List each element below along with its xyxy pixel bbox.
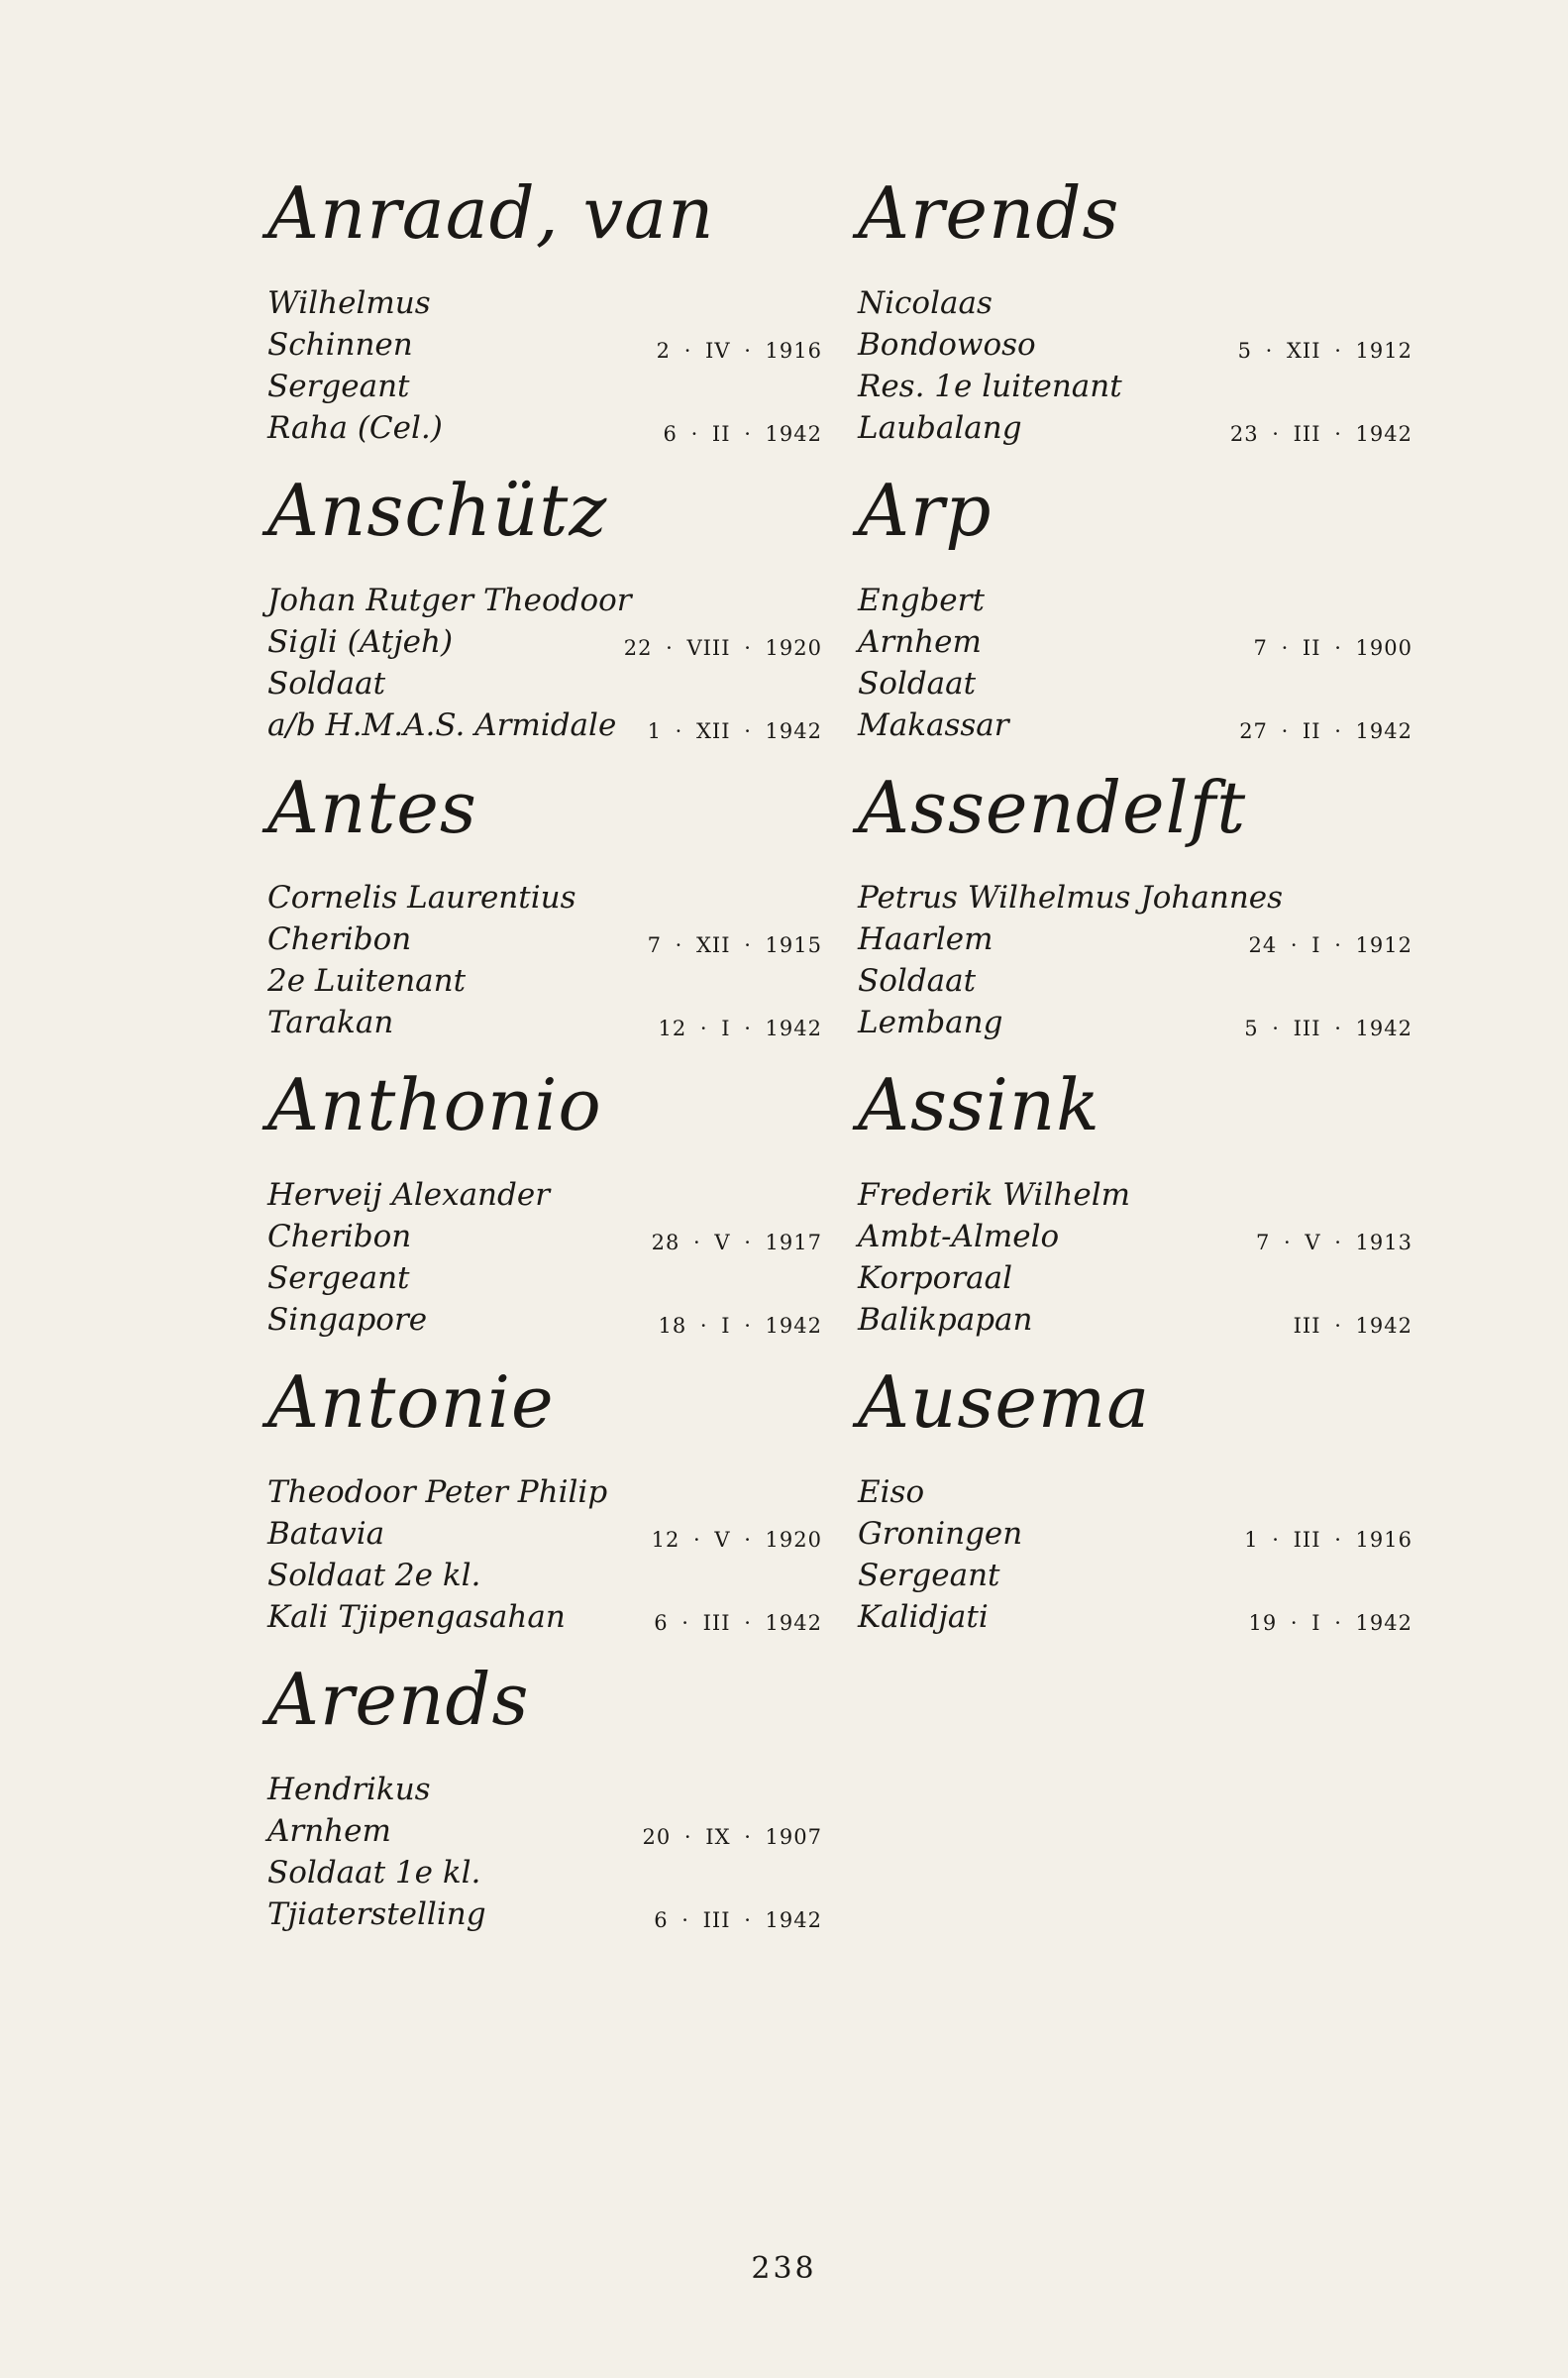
birthplace: Groningen (858, 1516, 1023, 1552)
memorial-entry (858, 173, 1412, 471)
right-column (858, 173, 1412, 1660)
death-line (267, 1002, 822, 1043)
birth-line (858, 1216, 1412, 1257)
death-date: III · 1942 (1293, 1314, 1412, 1338)
death-line (267, 1893, 822, 1935)
memorial-entry (858, 768, 1412, 1065)
death-line (267, 704, 822, 746)
death-date: 6 · III · 1942 (654, 1611, 822, 1635)
death-place: Balikpapan (858, 1302, 1033, 1338)
rank: Soldaat 2e kl. (267, 1558, 481, 1593)
death-date: 27 · II · 1942 (1239, 719, 1412, 743)
birthplace: Sigli (Atjeh) (267, 624, 454, 660)
birthplace: Batavia (267, 1516, 385, 1552)
given-names: Petrus Wilhelmus Johannes (858, 880, 1284, 916)
death-place: Lembang (858, 1005, 1003, 1040)
death-place: Raha (Cel.) (267, 410, 443, 446)
surname-heading: Anschütz (267, 469, 608, 552)
death-place: Kali Tjipengasahan (267, 1599, 566, 1635)
birth-date: 7 · II · 1900 (1253, 636, 1412, 660)
surname-heading: Anthonio (267, 1063, 602, 1146)
given-names: Nicolaas (858, 285, 993, 321)
death-line (267, 1596, 822, 1638)
surname-heading: Arends (267, 1658, 530, 1741)
memorial-entry (267, 1362, 822, 1660)
birthplace: Bondowoso (858, 327, 1036, 363)
death-date: 18 · I · 1942 (658, 1314, 822, 1338)
given-names: Herveij Alexander (267, 1177, 551, 1213)
death-line (858, 704, 1412, 746)
given-names: Theodoor Peter Philip (267, 1474, 608, 1510)
surname-heading: Antonie (267, 1360, 555, 1444)
rank: Sergeant (267, 369, 410, 404)
birth-line (267, 621, 822, 663)
memorial-entry (267, 1660, 822, 1957)
death-date: 23 · III · 1942 (1229, 422, 1412, 446)
birth-date: 5 · XII · 1912 (1237, 339, 1412, 363)
memorial-entry (267, 768, 822, 1065)
memorial-entry (267, 173, 822, 471)
death-date: 6 · III · 1942 (654, 1908, 822, 1932)
rank: Soldaat 1e kl. (267, 1855, 481, 1891)
death-line (858, 1299, 1412, 1341)
surname-heading: Assink (858, 1063, 1100, 1146)
rank: Soldaat (267, 666, 386, 702)
birth-date: 7 · V · 1913 (1255, 1231, 1412, 1254)
death-date: 6 · II · 1942 (663, 422, 822, 446)
rank: 2e Luitenant (267, 963, 467, 999)
given-names: Johan Rutger Theodoor (267, 583, 632, 618)
surname-heading: Arp (858, 469, 993, 552)
surname-heading: Antes (267, 766, 477, 849)
birth-date: 1 · III · 1916 (1244, 1528, 1412, 1552)
death-place: Makassar (858, 707, 1009, 743)
given-names: Hendrikus (267, 1772, 431, 1807)
rank: Soldaat (858, 666, 977, 702)
death-place: Laubalang (858, 410, 1022, 446)
given-names: Wilhelmus (267, 285, 431, 321)
surname-heading: Arends (858, 171, 1120, 255)
birth-date: 2 · IV · 1916 (656, 339, 822, 363)
birthplace: Cheribon (267, 1219, 412, 1254)
page-number: 238 (751, 2251, 817, 2286)
birth-date: 28 · V · 1917 (651, 1231, 822, 1254)
birth-date: 7 · XII · 1915 (647, 933, 822, 957)
birth-line (267, 1513, 822, 1555)
birth-line (858, 324, 1412, 366)
death-date: 1 · XII · 1942 (647, 719, 822, 743)
birthplace: Haarlem (858, 921, 993, 957)
given-names: Cornelis Laurentius (267, 880, 576, 916)
rank: Soldaat (858, 963, 977, 999)
rank: Sergeant (858, 1558, 1000, 1593)
memorial-entry (267, 471, 822, 768)
given-names: Eiso (858, 1474, 925, 1510)
birth-line (858, 621, 1412, 663)
death-line (267, 407, 822, 449)
memorial-entry (858, 1065, 1412, 1362)
birth-date: 12 · V · 1920 (651, 1528, 822, 1552)
memorial-entry (267, 1065, 822, 1362)
death-line (267, 1299, 822, 1341)
birth-line (858, 919, 1412, 960)
surname-heading: Anraad, van (267, 171, 715, 255)
death-place: Kalidjati (858, 1599, 989, 1635)
death-line (858, 1596, 1412, 1638)
birth-line (267, 1216, 822, 1257)
birthplace: Ambt-Almelo (858, 1219, 1060, 1254)
death-place: a/b H.M.A.S. Armidale (267, 707, 617, 743)
birth-date: 22 · VIII · 1920 (623, 636, 822, 660)
death-line (858, 1002, 1412, 1043)
memorial-entry (858, 1362, 1412, 1660)
birthplace: Arnhem (267, 1813, 391, 1849)
birth-date: 24 · I · 1912 (1248, 933, 1412, 957)
given-names: Frederik Wilhelm (858, 1177, 1131, 1213)
death-place: Tjiaterstelling (267, 1896, 486, 1932)
death-date: 19 · I · 1942 (1248, 1611, 1412, 1635)
rank: Sergeant (267, 1260, 410, 1296)
given-names: Engbert (858, 583, 985, 618)
death-date: 5 · III · 1942 (1244, 1017, 1412, 1040)
left-column (267, 173, 822, 1957)
birthplace: Cheribon (267, 921, 412, 957)
birth-date: 20 · IX · 1907 (642, 1825, 822, 1849)
birth-line (267, 1810, 822, 1852)
birth-line (858, 1513, 1412, 1555)
rank: Res. 1e luitenant (858, 369, 1122, 404)
birth-line (267, 919, 822, 960)
death-place: Singapore (267, 1302, 428, 1338)
birth-line (267, 324, 822, 366)
surname-heading: Assendelft (858, 766, 1247, 849)
rank: Korporaal (858, 1260, 1013, 1296)
death-date: 12 · I · 1942 (658, 1017, 822, 1040)
birthplace: Schinnen (267, 327, 413, 363)
birthplace: Arnhem (858, 624, 982, 660)
death-place: Tarakan (267, 1005, 394, 1040)
surname-heading: Ausema (858, 1360, 1151, 1444)
death-line (858, 407, 1412, 449)
memorial-entry (858, 471, 1412, 768)
